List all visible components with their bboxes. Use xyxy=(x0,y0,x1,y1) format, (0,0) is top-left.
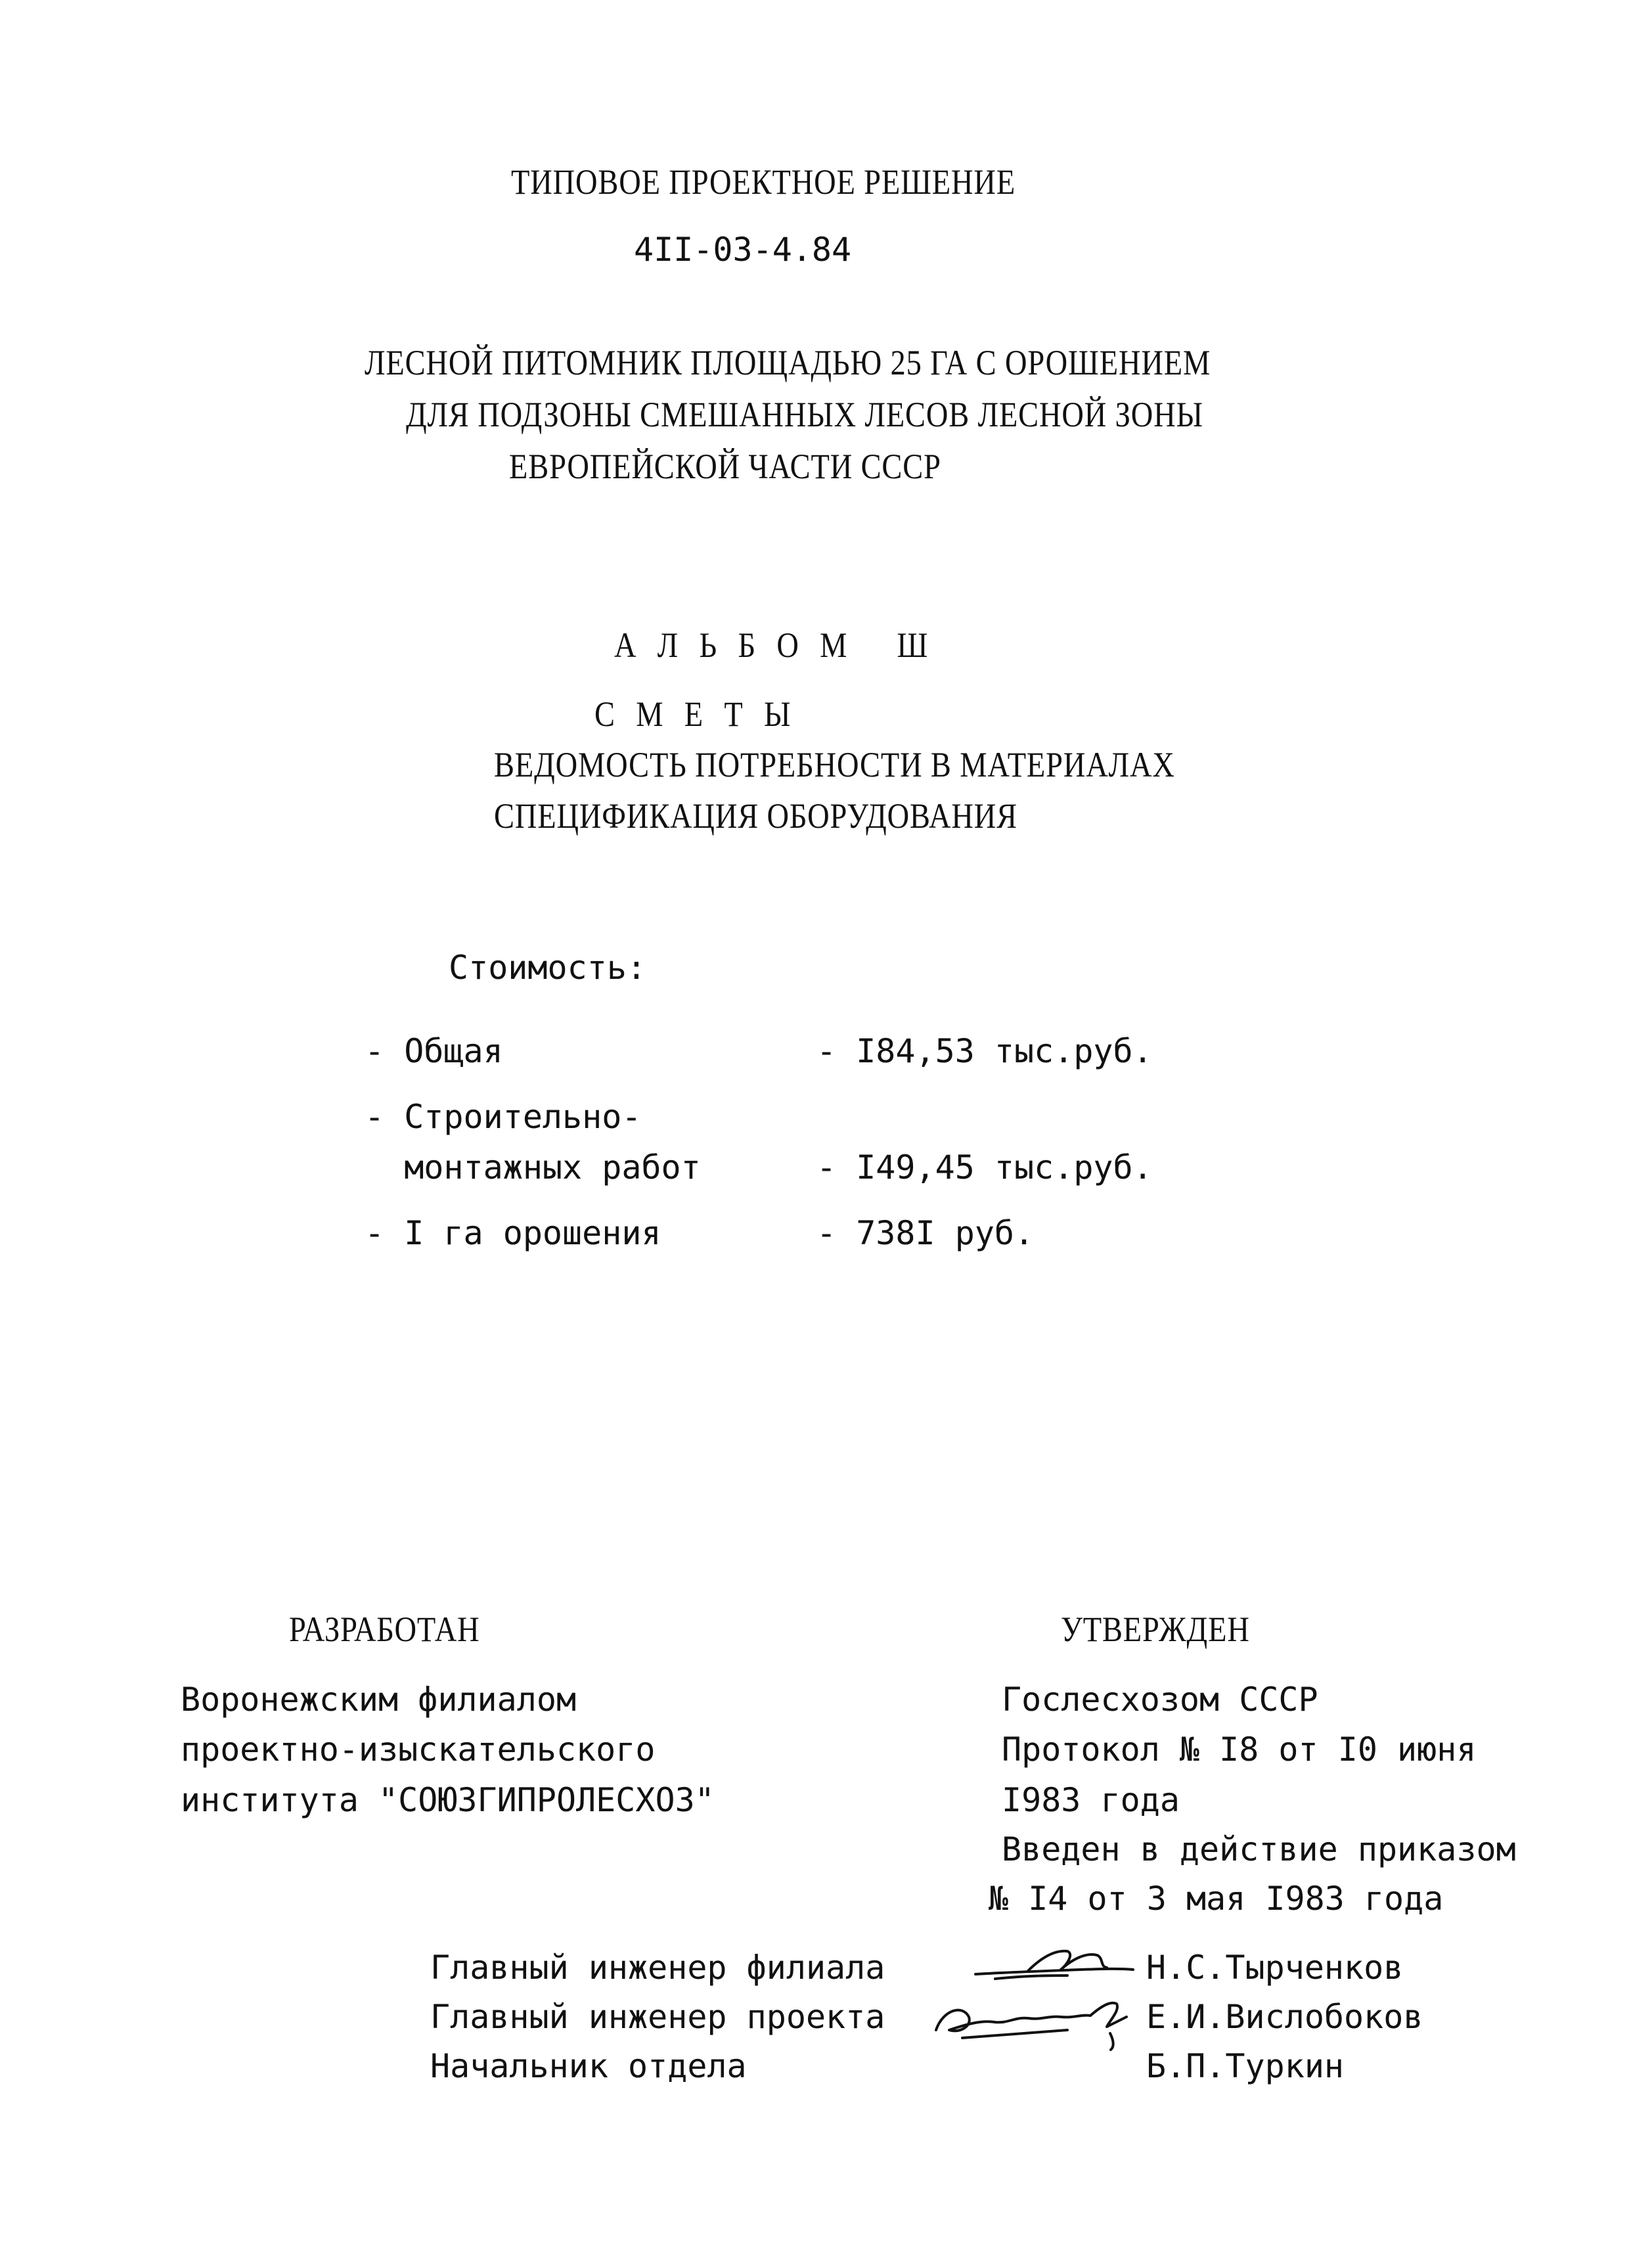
cost-construction-label-cont: монтажных работ xyxy=(365,1148,701,1186)
project-title-line-3: ЕВРОПЕЙСКОЙ ЧАСТИ СССР xyxy=(509,447,941,486)
cost-irrigation-label: - I га орошения xyxy=(365,1214,661,1252)
document-type: ТИПОВОЕ ПРОЕКТНОЕ РЕШЕНИЕ xyxy=(511,162,1016,202)
cost-total-label: - Общая xyxy=(365,1032,503,1070)
album-subtitle-estimates: С М Е Т Ы xyxy=(594,694,797,734)
developed-line-3: института "СОЮЗГИПРОЛЕСХОЗ" xyxy=(181,1781,715,1819)
signatory-name-2: Е.И.Вислобоков xyxy=(1146,1998,1423,2036)
signatory-role-1: Главный инженер филиала xyxy=(430,1949,885,1987)
signature-chief-engineer-branch xyxy=(969,1938,1140,1991)
cost-heading: Стоимость: xyxy=(449,949,647,987)
album-subtitle-materials: ВЕДОМОСТЬ ПОТРЕБНОСТИ В МАТЕРИАЛАХ xyxy=(494,745,1175,784)
approved-heading: УТВЕРЖДЕН xyxy=(1061,1610,1250,1649)
signatory-name-3: Б.П.Туркин xyxy=(1146,2047,1345,2085)
cost-construction-value: - I49,45 тыс.руб. xyxy=(816,1148,1153,1186)
cost-irrigation-value: - 738I руб. xyxy=(816,1214,1035,1252)
project-title-line-1: ЛЕСНОЙ ПИТОМНИК ПЛОЩАДЬЮ 25 ГА С ОРОШЕНИЕМ xyxy=(365,343,1211,382)
cost-total-value: - I84,53 тыс.руб. xyxy=(816,1032,1153,1070)
document-number: 4II-03-4.84 xyxy=(634,231,852,269)
signatory-role-2: Главный инженер проекта xyxy=(430,1998,885,2036)
album-subtitle-equipment: СПЕЦИФИКАЦИЯ ОБОРУДОВАНИЯ xyxy=(494,796,1017,836)
project-title-line-2: ДЛЯ ПОДЗОНЫ СМЕШАННЫХ ЛЕСОВ ЛЕСНОЙ ЗОНЫ xyxy=(406,395,1203,434)
approved-line-3: I983 года xyxy=(1002,1781,1180,1819)
approved-line-1: Гослесхозом СССР xyxy=(1002,1681,1318,1719)
signature-chief-engineer-project xyxy=(923,1984,1140,2056)
approved-line-5: № I4 от 3 мая I983 года xyxy=(989,1880,1444,1918)
approved-line-4: Введен в действие приказом xyxy=(1002,1830,1516,1868)
cost-construction-label: - Строительно- xyxy=(365,1098,642,1136)
album-heading: А Л Ь Б О М Ш xyxy=(614,625,935,665)
developed-line-1: Воронежским филиалом xyxy=(181,1681,577,1719)
developed-heading: РАЗРАБОТАН xyxy=(289,1610,480,1649)
signatory-role-3: Начальник отдела xyxy=(430,2047,747,2085)
signatory-name-1: Н.С.Тырченков xyxy=(1146,1949,1404,1987)
developed-line-2: проектно-изыскательского xyxy=(181,1730,656,1769)
approved-line-2: Протокол № I8 от I0 июня xyxy=(1002,1730,1477,1769)
